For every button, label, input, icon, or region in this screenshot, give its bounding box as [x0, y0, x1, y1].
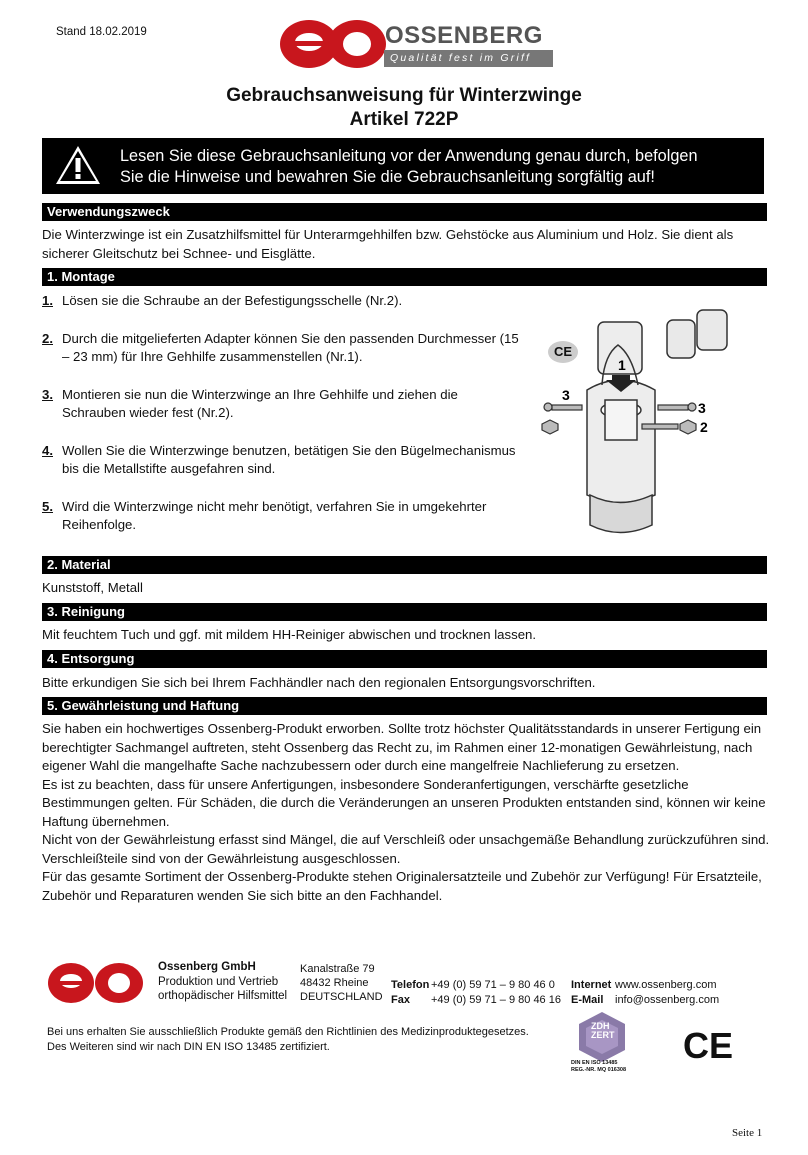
illustration-label-2: 2 [700, 419, 708, 435]
address-city: 48432 Rheine [300, 977, 369, 989]
purpose-text: Die Winterzwinge ist ein Zusatzhilfsmittel für Unterarmgehhilfen bzw. Gehstöcke aus Aluminium und Holz. Sie dient als sicherer Gleitschutz bei Schnee- und Eisglätte. [42, 227, 734, 261]
illustration-label-1: 1 [618, 357, 626, 373]
step-number: 4. [42, 442, 53, 458]
warranty-paragraph-1: Sie haben ein hochwertiges Ossenberg-Produkt erworben. Sollte trotz höchster Qualitätsstandards in unserer Fertigung ein berechtigter Sachmangel auftreten, steht Ossenberg das Recht zu, im Rahmen einer 12-monatigen Gewährleistung, nach eigener Wahl die mangelhafte Sache nachzubessern oder durch eine mangelfreie Nachlieferung zu ersetzen. [42, 721, 762, 773]
fax-number: +49 (0) 59 71 – 9 80 46 16 [431, 993, 561, 1006]
fax-label: Fax [391, 993, 410, 1006]
step-number: 5. [42, 498, 53, 514]
warranty-paragraph-2: Es ist zu beachten, dass für unsere Anfertigungen, insbesondere Sonderanfertigungen, verschärfte gesetzliche Bestimmungen gelten. Für Schäden, die durch die Veränderungen an unseren Produkten entstanden sind, können wir keine Haftung übernehmen. [42, 776, 766, 829]
list-item [42, 386, 522, 423]
step-number: 1. [42, 293, 53, 308]
address-street: Kanalstraße 79 [300, 963, 375, 975]
illustration-label-3-left: 3 [562, 387, 570, 403]
warranty-paragraph-4: Für das gesamte Sortiment der Ossenberg-Produkte stehen Originalersatzteile und Zubehör zur Verfügung! Für Ersatzteile, Zubehör und Reparaturen wenden Sie sich bitte an den Fachhandel. [42, 869, 762, 903]
phone-label: Telefon [391, 979, 430, 991]
page-number: Seite 1 [732, 1127, 763, 1139]
step-text: Montieren sie nun die Winterzwinge an Ihre Gehhilfe und ziehen die Schrauben wieder fest (Nr.2). [62, 386, 458, 420]
page-subtitle: Artikel 722P [349, 109, 459, 130]
footer-notice [47, 1025, 529, 1055]
warranty-text [42, 720, 770, 905]
disposal-text: Bitte erkundigen Sie sich bei Ihrem Fachhändler nach den regionalen Entsorgungsvorschriften. [42, 675, 596, 690]
step-text: Lösen sie die Schraube an der Befestigungsschelle (Nr.2). [62, 293, 403, 308]
list-item [42, 498, 522, 535]
illustration-label-3-right: 3 [698, 400, 706, 416]
step-number: 3. [42, 386, 53, 402]
winterzwinge-illustration [532, 300, 776, 545]
brand-slogan: Qualität fest im Griff [384, 50, 553, 67]
list-item [42, 442, 522, 479]
step-text: Wird die Winterzwinge nicht mehr benötigt, verfahren Sie in umgekehrter Reihenfolge. [62, 498, 487, 532]
section-heading-purpose: Verwendungszweck [42, 203, 767, 221]
cleaning-text: Mit feuchtem Tuch und ggf. mit mildem HH-Reiniger abwischen und trocknen lassen. [42, 627, 537, 642]
zdh-reg: REG.-NR. MQ 016308 [571, 1067, 627, 1073]
mail-label: E-Mail [571, 993, 604, 1006]
section-heading-warranty: 5. Gewährleistung und Haftung [42, 697, 767, 715]
montage-steps [42, 292, 522, 554]
company-name: Ossenberg GmbH [158, 961, 256, 973]
warning-line-2: Sie die Hinweise und bewahren Sie die Gebrauchsanleitung sorgfältig auf! [120, 168, 655, 186]
phone-number: +49 (0) 59 71 – 9 80 46 0 [431, 979, 555, 991]
material-text: Kunststoff, Metall [42, 580, 143, 595]
section-heading-material: 2. Material [42, 556, 767, 574]
eo-logo-icon [279, 14, 389, 74]
warning-text [120, 146, 698, 188]
section-heading-montage: 1. Montage [42, 268, 767, 286]
company-sub-1: Produktion und Vertrieb [158, 975, 279, 988]
list-item [42, 330, 522, 367]
page-title: Gebrauchsanweisung für Winterzwinge [226, 85, 582, 106]
ce-mark: CE [683, 1025, 734, 1066]
address-country: DEUTSCHLAND [300, 991, 383, 1003]
step-text: Wollen Sie die Winterzwinge benutzen, betätigen Sie den Bügelmechanismus bis die Metallstifte ausgefahren sind. [62, 442, 516, 476]
section-heading-disposal: 4. Entsorgung [42, 650, 767, 668]
footer-company [158, 960, 287, 1004]
zdh-iso: DIN EN ISO 13485 [571, 1060, 618, 1066]
footer-web [571, 978, 719, 1007]
section-heading-cleaning: 3. Reinigung [42, 603, 767, 621]
list-item [42, 292, 522, 311]
zdh-top: ZDH [591, 1021, 610, 1031]
mail-link[interactable]: info@ossenberg.com [615, 993, 720, 1006]
company-sub-2: orthopädischer Hilfsmittel [158, 990, 288, 1002]
footer-eo-logo-icon [47, 960, 145, 1006]
step-number: 2. [42, 330, 53, 346]
web-link[interactable]: www.ossenberg.com [615, 979, 717, 991]
warning-line-1: Lesen Sie diese Gebrauchsanleitung vor der Anwendung genau durch, befolgen [120, 147, 698, 165]
zdh-bottom: ZERT [591, 1030, 615, 1040]
warning-banner [42, 138, 764, 194]
notice-line-1: Bei uns erhalten Sie ausschließlich Produkte gemäß den Richtlinien des Medizinproduktegesetzes. [47, 1026, 529, 1038]
footer-phone [391, 978, 561, 1007]
step-text: Durch die mitgelieferten Adapter können Sie den passenden Durchmesser (15 – 23 mm) für Ihre Gehhilfe zusammenstellen (Nr.1). [62, 330, 519, 364]
brand-name: OSSENBERG [385, 22, 543, 49]
ce-badge-label: CE [553, 344, 573, 359]
zdh-zert-seal [567, 1010, 637, 1075]
warranty-paragraph-3: Nicht von der Gewährleistung erfasst sind Mängel, die auf Verschleiß oder unsachgemäße Behandlung zurückzuführen sind. Verschleißteile sind von der Gewährleistung ausgeschlossen. [42, 832, 770, 866]
footer-address [300, 962, 383, 1004]
document-date: Stand 18.02.2019 [56, 26, 147, 38]
web-label: Internet [571, 979, 612, 991]
notice-line-2: Des Weiteren sind wir nach DIN EN ISO 13485 zertifiziert. [47, 1041, 330, 1053]
warning-triangle-icon [54, 143, 102, 187]
